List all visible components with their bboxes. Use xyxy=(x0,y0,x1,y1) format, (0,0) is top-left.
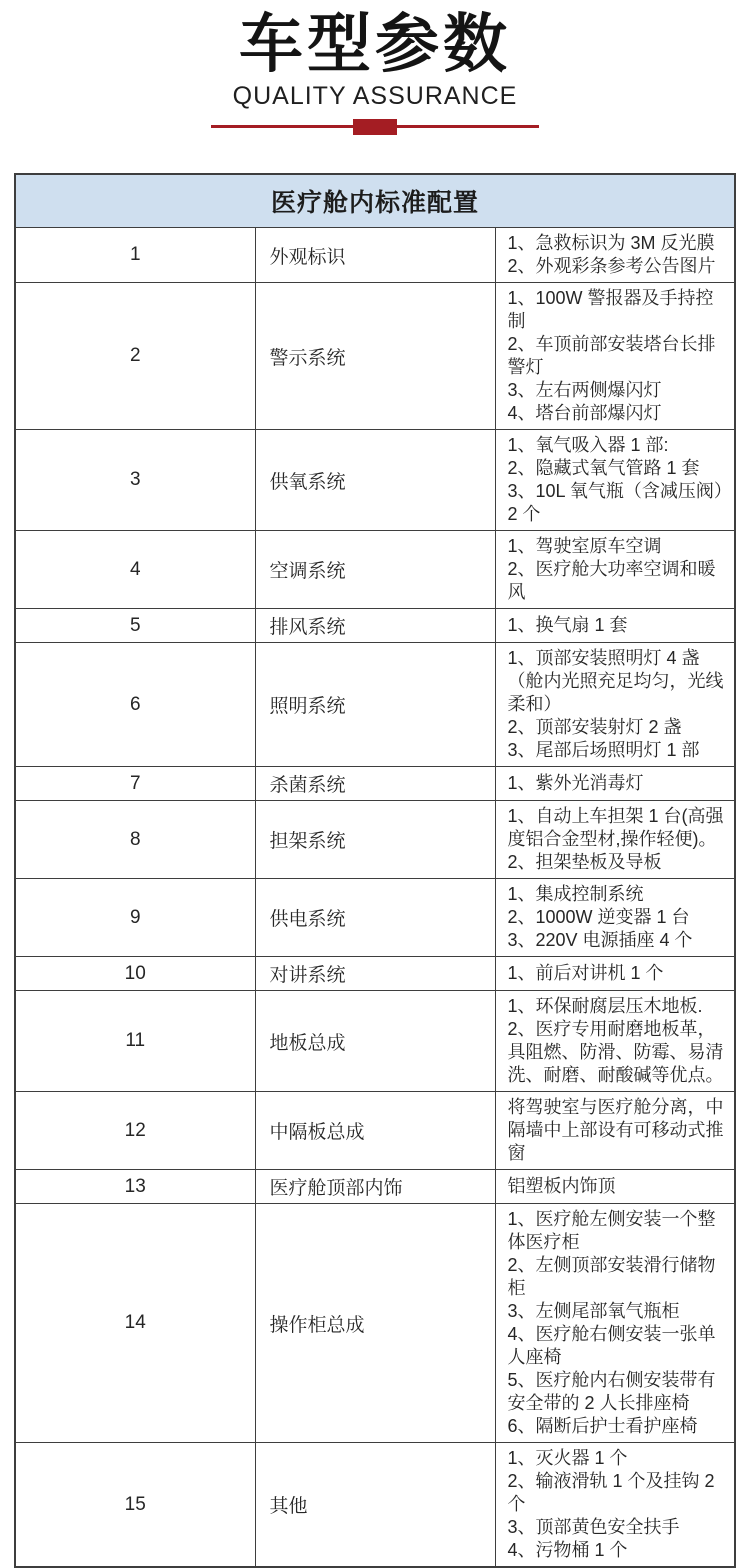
table-row xyxy=(15,1443,735,1568)
table-row xyxy=(15,801,735,879)
row-items xyxy=(495,957,735,991)
spec-table xyxy=(14,173,736,1568)
table-row xyxy=(15,609,735,643)
row-category: 对讲系统 xyxy=(255,957,495,991)
table-body xyxy=(15,228,735,1568)
row-items xyxy=(495,991,735,1092)
item-line: 2、左侧顶部安装滑行储物柜 xyxy=(507,1255,716,1298)
item-line: 1、紫外光消毒灯 xyxy=(507,773,644,793)
table-row xyxy=(15,228,735,283)
row-items xyxy=(495,1092,735,1170)
row-items xyxy=(495,801,735,879)
table-title: 医疗舱内标准配置 xyxy=(15,174,735,228)
row-category: 警示系统 xyxy=(255,283,495,430)
item-line: 2、输液滑轨 1 个及挂钩 2 个 xyxy=(507,1471,715,1514)
row-items xyxy=(495,283,735,430)
item-line: 将驾驶室与医疗舱分离，中隔墙中上部设有可移动式推窗 xyxy=(507,1097,724,1163)
item-line: 1、急救标识为 3M 反光膜 xyxy=(507,233,715,253)
item-line: 1、医疗舱左侧安装一个整体医疗柜 xyxy=(507,1209,716,1252)
row-number: 9 xyxy=(15,879,255,957)
row-number: 8 xyxy=(15,801,255,879)
item-line: 2、外观彩条参考公告图片 xyxy=(507,256,716,276)
item-line: 3、10L 氧气瓶（含减压阀）2 个 xyxy=(507,481,723,524)
divider-center-box xyxy=(353,119,397,135)
row-number: 15 xyxy=(15,1443,255,1568)
item-line: 3、左右两侧爆闪灯 xyxy=(507,380,662,400)
item-line: 4、医疗舱右侧安装一张单人座椅 xyxy=(507,1324,716,1367)
table-row xyxy=(15,879,735,957)
item-line: 1、集成控制系统 xyxy=(507,884,644,904)
item-line: 1、驾驶室原车空调 xyxy=(507,536,662,556)
item-line: 铝塑板内饰顶 xyxy=(507,1176,616,1196)
item-line: 1、环保耐腐层压木地板. xyxy=(507,996,703,1016)
row-items xyxy=(495,430,735,531)
row-number: 5 xyxy=(15,609,255,643)
item-line: 3、尾部后场照明灯 1 部 xyxy=(507,740,700,760)
row-category: 外观标识 xyxy=(255,228,495,283)
row-items xyxy=(495,531,735,609)
row-category: 担架系统 xyxy=(255,801,495,879)
item-line: 1、自动上车担架 1 台(高强度铝合金型材,操作轻便)。 xyxy=(507,806,724,849)
item-line: 1、顶部安装照明灯 4 盏（舱内光照充足均匀，光线柔和） xyxy=(507,648,724,714)
table-row xyxy=(15,991,735,1092)
row-number: 12 xyxy=(15,1092,255,1170)
red-divider xyxy=(211,119,539,135)
row-category: 医疗舱顶部内饰 xyxy=(255,1170,495,1204)
item-line: 1、灭火器 1 个 xyxy=(507,1448,628,1468)
row-category: 操作柜总成 xyxy=(255,1204,495,1443)
item-line: 5、医疗舱内右侧安装带有安全带的 2 人长排座椅 xyxy=(507,1370,716,1413)
row-category: 杀菌系统 xyxy=(255,767,495,801)
item-line: 2、1000W 逆变器 1 台 xyxy=(507,907,690,927)
row-number: 6 xyxy=(15,643,255,767)
row-number: 11 xyxy=(15,991,255,1092)
item-line: 2、隐藏式氧气管路 1 套 xyxy=(507,458,700,478)
item-line: 2、担架垫板及导板 xyxy=(507,852,662,872)
table-row xyxy=(15,1170,735,1204)
row-category: 供氧系统 xyxy=(255,430,495,531)
row-category: 中隔板总成 xyxy=(255,1092,495,1170)
item-line: 3、顶部黄色安全扶手 xyxy=(507,1517,680,1537)
table-row xyxy=(15,531,735,609)
row-items xyxy=(495,1204,735,1443)
row-items xyxy=(495,879,735,957)
table-row xyxy=(15,283,735,430)
row-category: 其他 xyxy=(255,1443,495,1568)
item-line: 2、车顶前部安装塔台长排警灯 xyxy=(507,334,716,377)
item-line: 2、医疗专用耐磨地板革，具阻燃、防滑、防霉、易清洗、耐磨、耐酸碱等优点。 xyxy=(507,1019,724,1085)
table-header-row xyxy=(15,174,735,228)
row-number: 1 xyxy=(15,228,255,283)
row-category: 空调系统 xyxy=(255,531,495,609)
row-category: 地板总成 xyxy=(255,991,495,1092)
table-row xyxy=(15,1204,735,1443)
row-number: 2 xyxy=(15,283,255,430)
item-line: 1、100W 警报器及手持控制 xyxy=(507,288,714,331)
row-number: 10 xyxy=(15,957,255,991)
row-category: 照明系统 xyxy=(255,643,495,767)
table-row xyxy=(15,430,735,531)
table-row xyxy=(15,643,735,767)
table-row xyxy=(15,957,735,991)
item-line: 1、氧气吸入器 1 部: xyxy=(507,435,669,455)
table-row xyxy=(15,767,735,801)
row-items xyxy=(495,609,735,643)
row-items xyxy=(495,228,735,283)
row-number: 7 xyxy=(15,767,255,801)
item-line: 4、污物桶 1 个 xyxy=(507,1540,628,1560)
row-items xyxy=(495,1443,735,1568)
page-header xyxy=(0,0,750,135)
row-category: 排风系统 xyxy=(255,609,495,643)
row-number: 14 xyxy=(15,1204,255,1443)
row-number: 3 xyxy=(15,430,255,531)
table-row xyxy=(15,1092,735,1170)
page-title: 车型参数 xyxy=(239,8,511,80)
row-category: 供电系统 xyxy=(255,879,495,957)
item-line: 2、顶部安装射灯 2 盏 xyxy=(507,717,682,737)
row-items xyxy=(495,1170,735,1204)
item-line: 4、塔台前部爆闪灯 xyxy=(507,403,662,423)
item-line: 2、医疗舱大功率空调和暖风 xyxy=(507,559,716,602)
item-line: 1、前后对讲机 1 个 xyxy=(507,963,664,983)
row-number: 4 xyxy=(15,531,255,609)
row-items xyxy=(495,643,735,767)
page-subtitle: QUALITY ASSURANCE xyxy=(232,82,518,110)
item-line: 3、左侧尾部氧气瓶柜 xyxy=(507,1301,680,1321)
row-items xyxy=(495,767,735,801)
row-number: 13 xyxy=(15,1170,255,1204)
item-line: 6、隔断后护士看护座椅 xyxy=(507,1416,698,1436)
item-line: 1、换气扇 1 套 xyxy=(507,615,628,635)
item-line: 3、220V 电源插座 4 个 xyxy=(507,930,693,950)
